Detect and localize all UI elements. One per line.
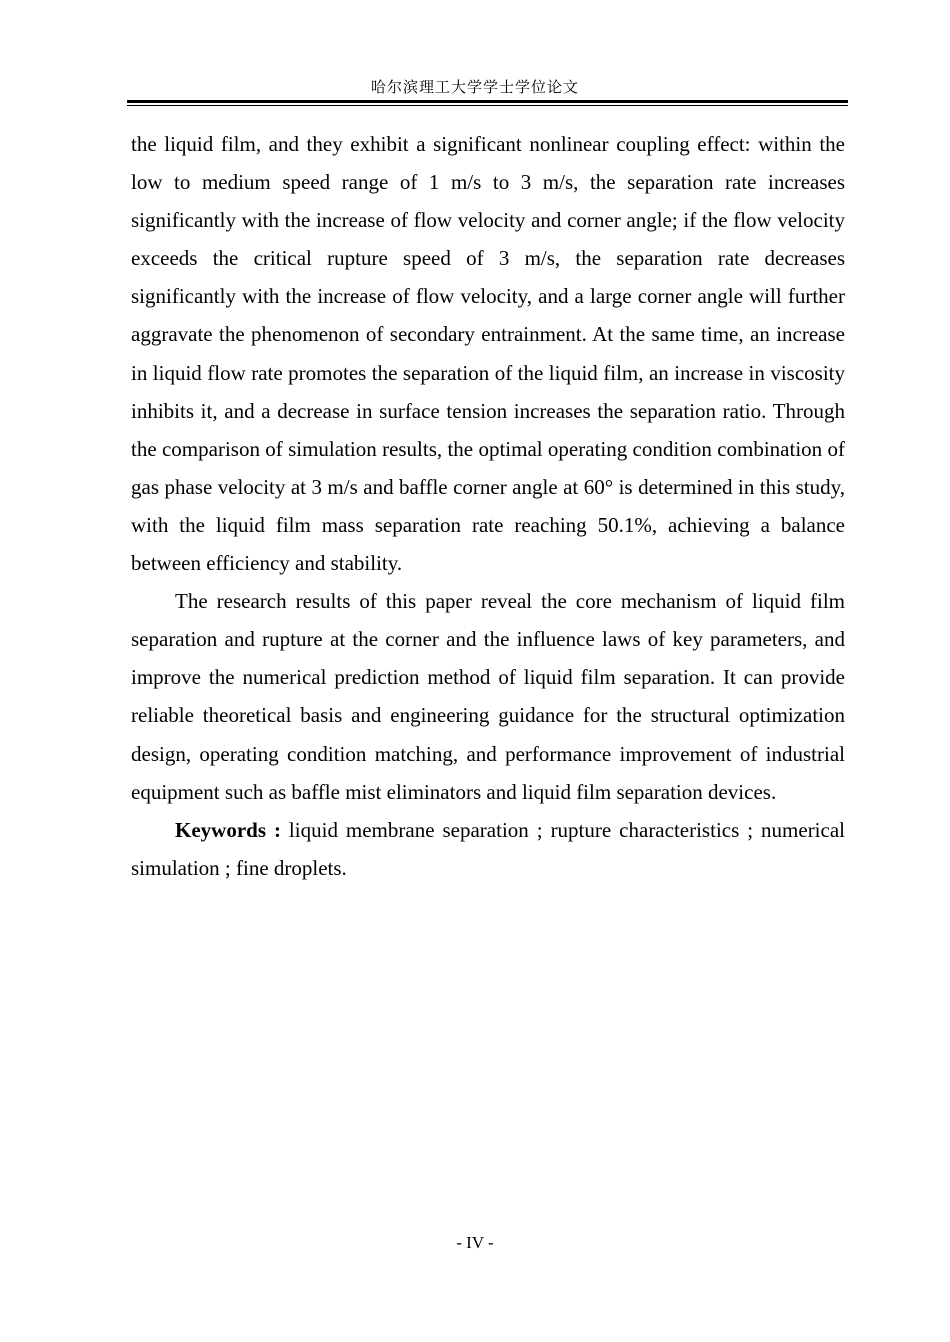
header-rule-thin bbox=[127, 105, 848, 106]
abstract-paragraph-continued: the liquid film, and they exhibit a significant nonlinear coupling effect: within the low to medium speed range of 1 m/s to 3 m/s, the separation rate increases significantly with the increase of flow velocity and corner angle; if the flow velocity exceeds the critical rupture speed of 3 m/s, the separation rate decreases significantly with the increase of flow velocity, and a large corner angle will further aggravate the phenomenon of secondary entrainment. At the same time, an increase in liquid flow rate promotes the separation of the liquid film, an increase in viscosity inhibits it, and a decrease in surface tension increases the separation ratio. Through the comparison of simulation results, the optimal operating condition combination of gas phase velocity at 3 m/s and baffle corner angle at 60° is determined in this study, with the liquid film mass separation rate reaching 50.1%, achieving a balance between efficiency and stability. bbox=[131, 132, 845, 576]
abstract-paragraph-conclusion: The research results of this paper reveal the core mechanism of liquid film separation and rupture at the corner and the influence laws of key parameters, and improve the numerical prediction method of liquid film separation. It can provide reliable theoretical basis and engineering guidance for the structural optimization design, operating condition matching, and performance improvement of industrial equipment such as baffle mist eliminators and liquid film separation devices. bbox=[131, 589, 845, 804]
keywords-text: liquid membrane separation ; rupture characteristics ; numerical simulation ; fine droplets. bbox=[131, 817, 845, 880]
header-rule-thick bbox=[127, 100, 848, 103]
keywords-label: Keywords : bbox=[175, 817, 281, 842]
keywords-line bbox=[131, 811, 845, 887]
page-number: - IV - bbox=[456, 1233, 494, 1252]
abstract-body bbox=[131, 125, 845, 887]
running-header: 哈尔滨理工大学学士学位论文 bbox=[370, 80, 579, 96]
